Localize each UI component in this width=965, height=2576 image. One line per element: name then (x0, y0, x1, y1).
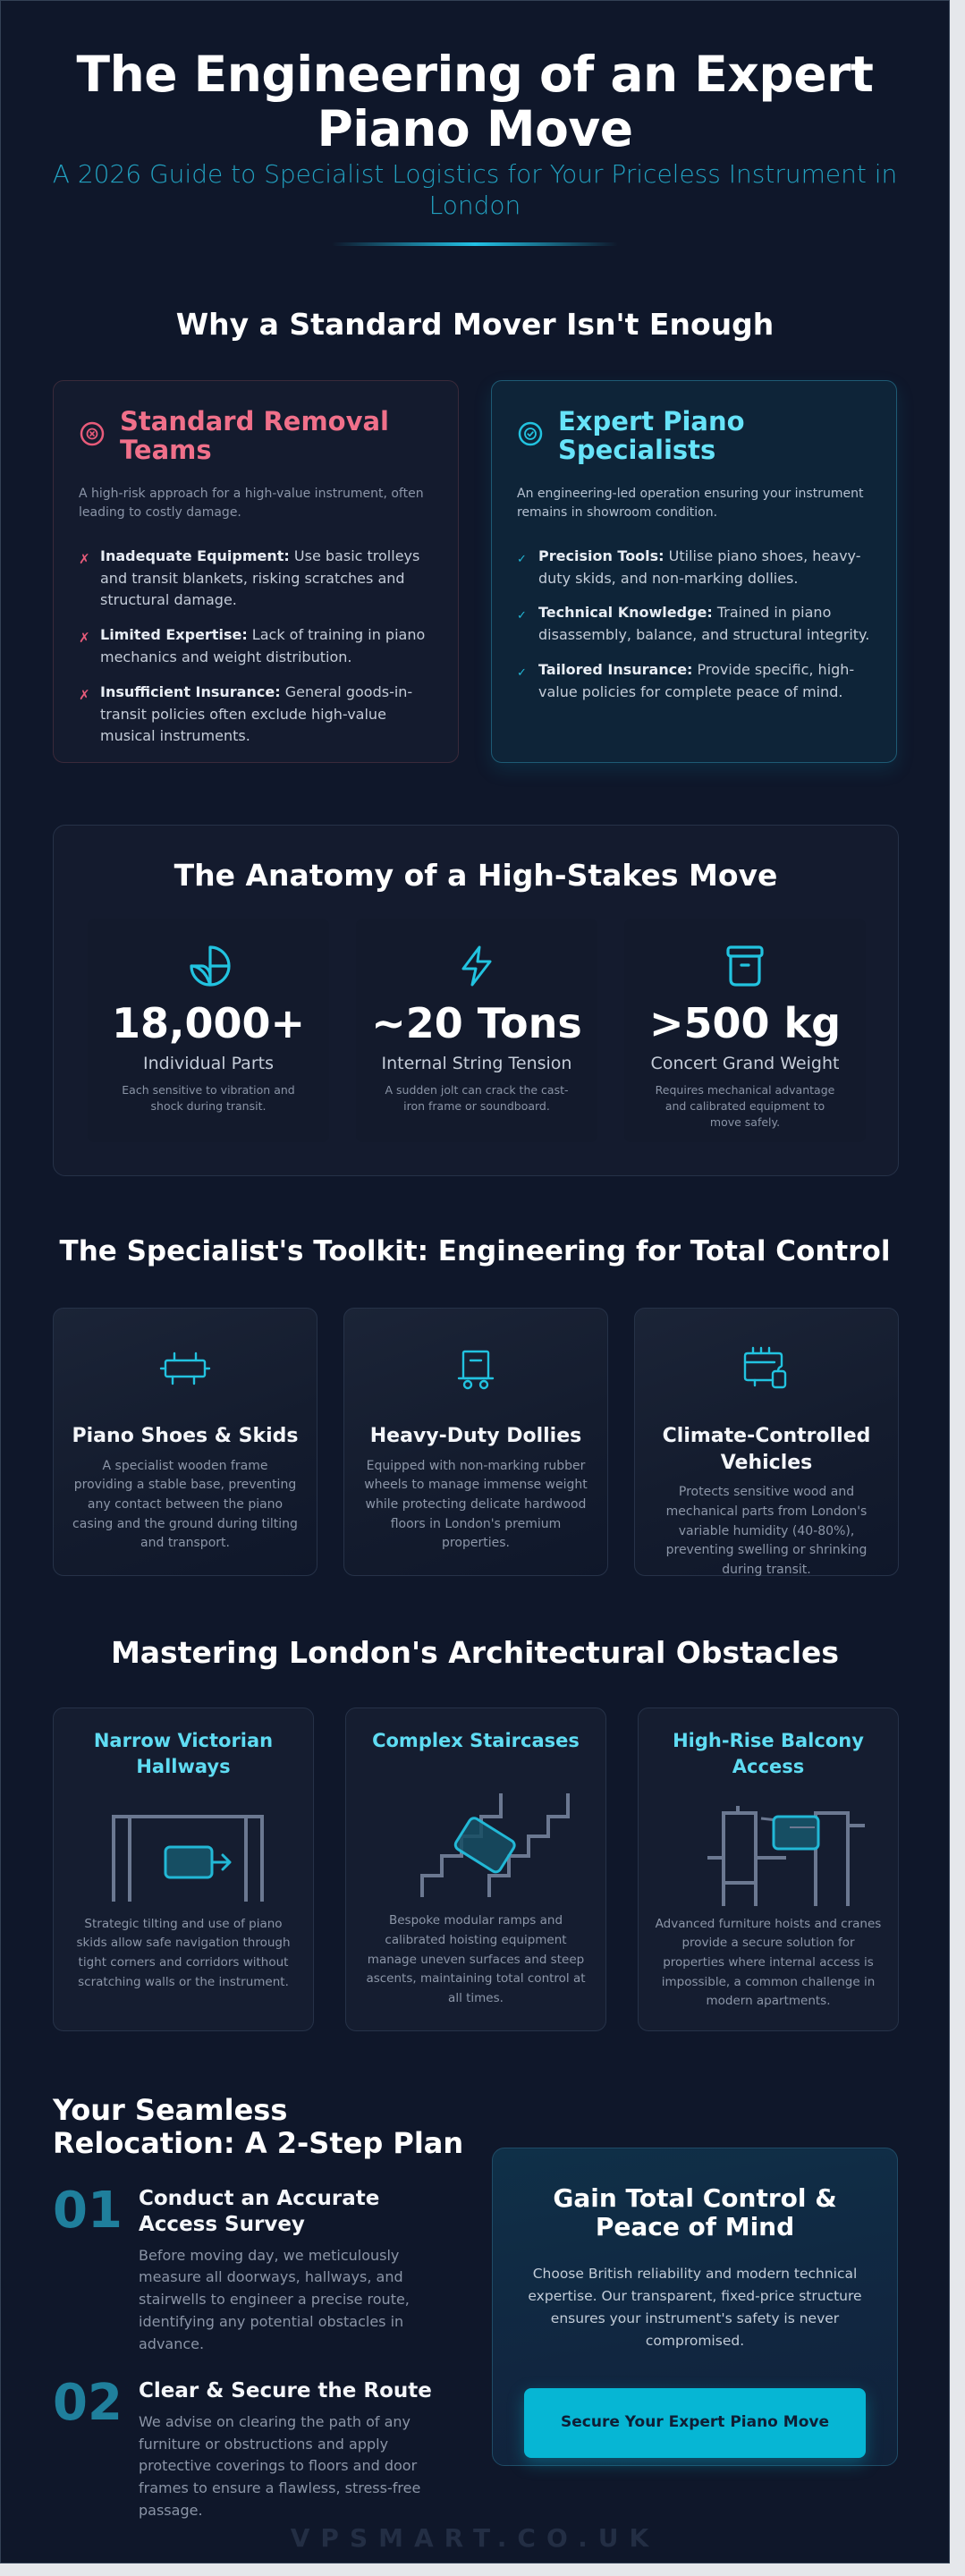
plan-step-2 (53, 2374, 455, 2522)
obstacle-title: Complex Staircases (372, 1730, 580, 1751)
stat-description: A sudden jolt can crack the cast-iron frame or soundboard. (385, 1082, 569, 1113)
cta-title: Gain Total Control & Peace of Mind (553, 2183, 837, 2242)
expert-card-intro: An engineering-led operation ensuring your instrument remains in showroom condition. (517, 486, 864, 520)
hallway-illustration (76, 1781, 291, 1915)
cross-mark-icon: ✗ (79, 686, 90, 703)
parts-pie-icon (186, 944, 231, 988)
obstacle-description: Advanced furniture hoists and cranes provide a secure solution for properties where internal access is impossible, a common challenge in modern apartments. (655, 1916, 882, 2009)
item-label: Tailored Insurance: (538, 660, 693, 678)
tool-card-skids (53, 1308, 317, 1576)
stat-value: 18,000+ (111, 999, 306, 1047)
obstacle-title: Narrow Victorian Hallways (93, 1730, 274, 1778)
staircase-illustration (368, 1754, 583, 1911)
stat-value: ~20 Tons (371, 999, 582, 1047)
x-circle-icon (79, 420, 106, 447)
cross-mark-icon: ✗ (79, 630, 90, 647)
standard-risk-list (79, 546, 433, 748)
standard-card-intro: A high-risk approach for a high-value instrument, often leading to costly damage. (79, 486, 424, 520)
stat-card-weight (624, 919, 866, 1142)
check-mark-icon: ✓ (517, 665, 527, 680)
page-title: The Engineering of an Expert Piano Move (76, 46, 874, 157)
stat-card-tension (356, 919, 597, 1142)
obstacle-description: Strategic tilting and use of piano skids allow safe navigation through tight corners and corridors without scratching walls or the instrument. (76, 1916, 291, 1989)
item-text: General goods-in-transit policies often exclude high-value musical instruments. (100, 682, 413, 745)
list-item (517, 546, 871, 590)
tool-title: Piano Shoes & Skids (72, 1425, 299, 1447)
anatomy-section-title: The Anatomy of a High-Stakes Move (174, 858, 778, 893)
item-text: Trained in piano disassembly, balance, and structural integrity. (538, 604, 870, 644)
item-label: Technical Knowledge: (538, 604, 713, 622)
list-item (79, 682, 433, 748)
item-text: Lack of training in piano mechanics and weight distribution. (100, 626, 426, 665)
stat-label: Concert Grand Weight (650, 1053, 840, 1073)
cta-description: Choose British reliability and modern technical expertise. Our transparent, fixed-price structure ensures your instrument's safety is never compromised. (528, 2266, 862, 2349)
plan-step-1 (53, 2182, 455, 2355)
lightning-bolt-icon (454, 944, 499, 988)
balcony-hoist-illustration (661, 1781, 876, 1915)
expert-specialists-card (491, 380, 897, 763)
list-item (517, 602, 871, 647)
step-description: Before moving day, we meticulously measure all doorways, hallways, and stairwells to engineer a precise route, identifying any potential obstacles in advance. (139, 2246, 410, 2352)
dolly-icon (448, 1341, 504, 1396)
tool-description: Equipped with non-marking rubber wheels to manage immense weight while protecting delicate hardwood floors in London's premium properties. (364, 1458, 588, 1551)
stat-card-parts (88, 919, 329, 1142)
step-description: We advise on clearing the path of any furniture or obstructions and apply protective coverings to floors and door frames to ensure a flawless, stress-free passage. (139, 2412, 421, 2519)
stat-label: Internal String Tension (381, 1053, 572, 1073)
step-number: 01 (53, 2182, 123, 2240)
item-label: Limited Expertise: (100, 626, 248, 644)
anatomy-section (53, 825, 899, 1176)
check-circle-icon (517, 420, 544, 447)
weight-box-icon (723, 944, 767, 988)
standard-movers-card (53, 380, 459, 763)
climate-vehicle-icon (739, 1341, 794, 1396)
step-title: Conduct an Accurate Access Survey (139, 2187, 380, 2236)
tool-description: Protects sensitive wood and mechanical parts from London's variable humidity (40-80%), preventing swelling or shrinking during transit. (665, 1485, 868, 1578)
list-item (517, 659, 871, 704)
tool-card-vehicles (634, 1308, 899, 1576)
skid-frame-icon (157, 1341, 213, 1396)
item-label: Precision Tools: (538, 547, 664, 564)
tool-title: Climate-Controlled Vehicles (662, 1425, 871, 1474)
tool-description: A specialist wooden frame providing a stable base, preventing any contact between the piano casing and the ground during tilting and transport. (72, 1458, 298, 1551)
standard-card-title: Standard Removal Teams (120, 406, 390, 465)
check-mark-icon: ✓ (517, 552, 527, 566)
footer-brand: VPSMART.CO.UK (290, 2523, 660, 2553)
expert-card-title: Expert Piano Specialists (558, 406, 745, 465)
stat-label: Individual Parts (143, 1053, 274, 1073)
comparison-section-title: Why a Standard Mover Isn't Enough (175, 307, 775, 342)
obstacle-description: Bespoke modular ramps and calibrated hoisting equipment manage uneven surfaces and steep ascents, maintaining total control at all times. (366, 1913, 586, 2005)
cross-mark-icon: ✗ (79, 550, 90, 567)
obstacle-card-staircases (345, 1707, 606, 2031)
obstacle-card-balcony (638, 1707, 899, 2031)
item-text: Provide specific, high-value policies for complete peace of mind. (538, 660, 855, 700)
list-item (79, 624, 433, 669)
step-title: Clear & Secure the Route (139, 2379, 432, 2402)
list-item (79, 546, 433, 612)
item-label: Inadequate Equipment: (100, 547, 290, 564)
step-number: 02 (53, 2374, 123, 2432)
stat-description: Each sensitive to vibration and shock during transit. (122, 1082, 295, 1113)
check-mark-icon: ✓ (517, 609, 527, 623)
obstacle-title: High-Rise Balcony Access (673, 1730, 864, 1778)
stat-description: Requires mechanical advantage and calibrated equipment to move safely. (655, 1082, 835, 1129)
cta-card (492, 2148, 898, 2466)
item-text: Utilise piano shoes, heavy-duty skids, and non-marking dollies. (538, 547, 861, 587)
stat-value: >500 kg (648, 999, 842, 1047)
toolkit-section-title: The Specialist's Toolkit: Engineering for Total Control (59, 1235, 891, 1267)
item-text: Use basic trolleys and transit blankets, risking scratches and structural damage. (100, 547, 420, 609)
page-subtitle: A 2026 Guide to Specialist Logistics for Your Priceless Instrument in London (52, 159, 898, 220)
plan-section-title: Your Seamless Relocation: A 2-Step Plan (53, 2093, 464, 2160)
header-divider (332, 242, 618, 246)
item-label: Insufficient Insurance: (100, 682, 281, 700)
obstacle-card-hallways (53, 1707, 314, 2031)
tool-card-dollies (343, 1308, 608, 1576)
obstacles-section-title: Mastering London's Architectural Obstacles (110, 1635, 840, 1670)
secure-move-button[interactable]: Secure Your Expert Piano Move (524, 2388, 866, 2458)
expert-benefit-list (517, 546, 871, 704)
tool-title: Heavy-Duty Dollies (369, 1425, 582, 1447)
